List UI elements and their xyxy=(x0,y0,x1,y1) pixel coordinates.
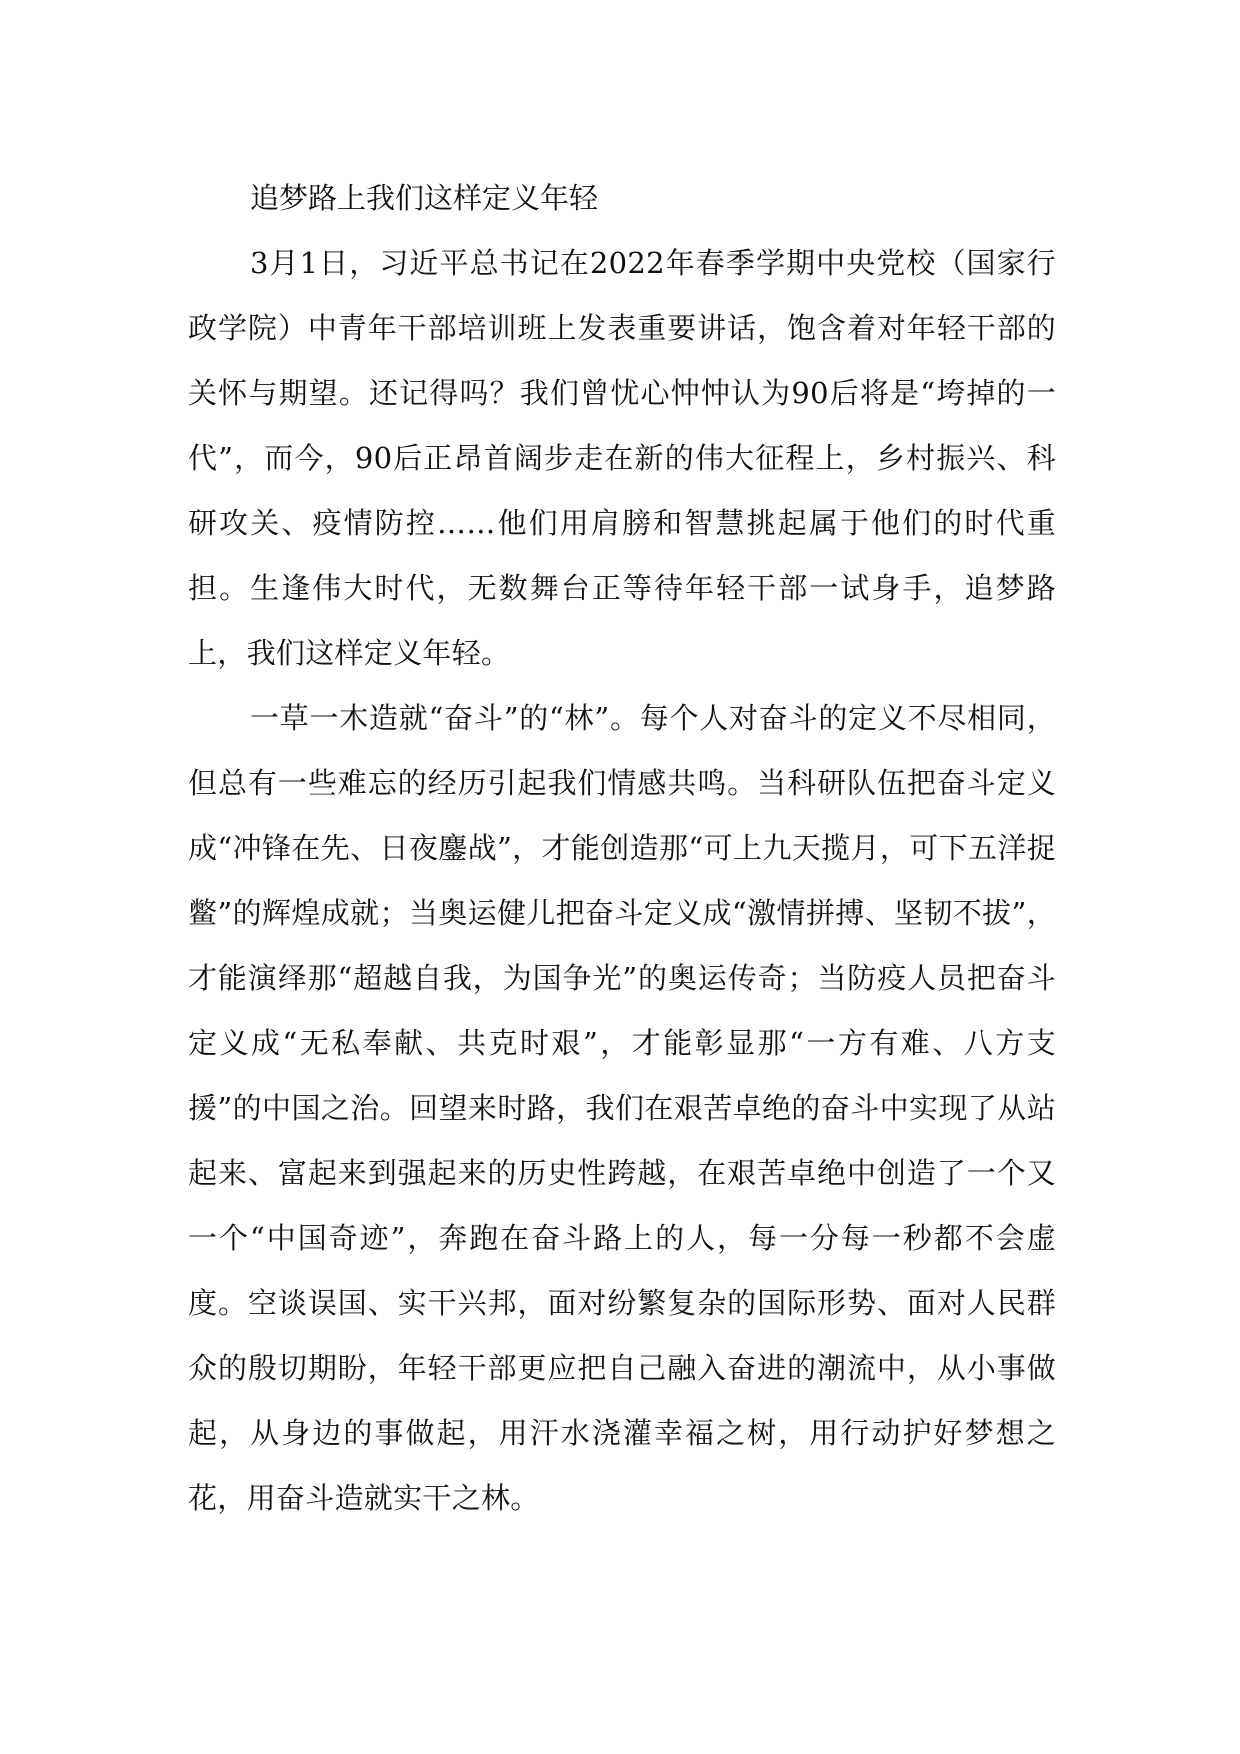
paragraph-1: 3月1日，习近平总书记在2022年春季学期中央党校（国家行政学院）中青年干部培训班上发表重要讲话，饱含着对年轻干部的关怀与期望。还记得吗？我们曾忧心忡忡认为90后将是“垮掉的一代”，而今，90后正昂首阔步走在新的伟大征程上，乡村振兴、科研攻关、疫情防控……他们用肩膀和智慧挑起属于他们的时代重担。生逢伟大时代，无数舞台正等待年轻干部一试身手，追梦路上，我们这样定义年轻。 xyxy=(188,246,1056,670)
document-body xyxy=(188,166,1056,1531)
document-title: 追梦路上我们这样定义年轻 xyxy=(250,181,599,215)
paragraph-2: 一草一木造就“奋斗”的“林”。每个人对奋斗的定义不尽相同，但总有一些难忘的经历引起我们情感共鸣。当科研队伍把奋斗定义成“冲锋在先、日夜鏖战”，才能创造那“可上九天揽月，可下五洋捉鳖”的辉煌成就；当奥运健儿把奋斗定义成“激情拼搏、坚韧不拔”，才能演绎那“超越自我，为国争光”的奥运传奇；当防疫人员把奋斗定义成“无私奉献、共克时艰”，才能彰显那“一方有难、八方支援”的中国之治。回望来时路，我们在艰苦卓绝的奋斗中实现了从站起来、富起来到强起来的历史性跨越，在艰苦卓绝中创造了一个又一个“中国奇迹”，奔跑在奋斗路上的人，每一分每一秒都不会虚度。空谈误国、实干兴邦，面对纷繁复杂的国际形势、面对人民群众的殷切期盼，年轻干部更应把自己融入奋进的潮流中，从小事做起，从身边的事做起，用汗水浇灌幸福之树，用行动护好梦想之花，用奋斗造就实干之林。 xyxy=(188,701,1056,1515)
